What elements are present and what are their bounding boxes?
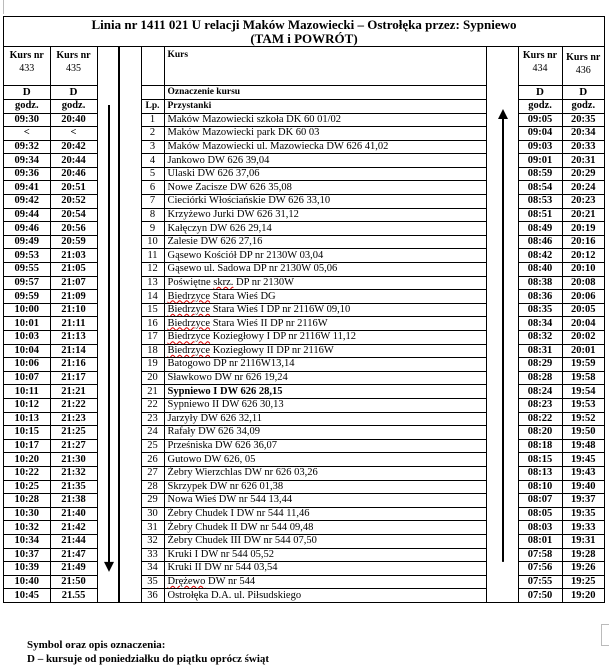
kurs-433-symbol: D bbox=[4, 85, 50, 99]
stop-number: 17 bbox=[141, 331, 164, 345]
spellcheck-word: Drężewo bbox=[167, 575, 206, 587]
stop-number: 33 bbox=[141, 548, 164, 562]
stop-name: Żebry Chudek I DW nr 544 11,46 bbox=[164, 507, 486, 521]
time-kurs-435: 21:38 bbox=[50, 494, 97, 508]
time-kurs-436: 20:23 bbox=[562, 195, 604, 209]
stop-name: Prześniska DW 626 36,07 bbox=[164, 439, 486, 453]
time-kurs-435: 21:11 bbox=[50, 317, 97, 331]
time-kurs-436: 19:37 bbox=[562, 494, 604, 508]
stop-number: 28 bbox=[141, 480, 164, 494]
time-kurs-435: 21:13 bbox=[50, 331, 97, 345]
time-kurs-433: 10:30 bbox=[4, 507, 50, 521]
stop-name: Kruki II DW nr 544 03,54 bbox=[164, 562, 486, 576]
time-kurs-433: 10:25 bbox=[4, 480, 50, 494]
godz-436-label: godz. bbox=[562, 99, 604, 113]
time-kurs-436: 20:31 bbox=[562, 154, 604, 168]
lp-header-blank bbox=[141, 47, 164, 85]
arrow-column-right bbox=[486, 47, 518, 602]
time-kurs-433: 10:06 bbox=[4, 358, 50, 372]
stop-name: Biedrzyce Stara Wieś DG bbox=[164, 290, 486, 304]
stop-number: 30 bbox=[141, 507, 164, 521]
time-kurs-435: 21:35 bbox=[50, 480, 97, 494]
time-kurs-433: 09:57 bbox=[4, 276, 50, 290]
time-kurs-435: 21:23 bbox=[50, 412, 97, 426]
timetable-title bbox=[4, 17, 604, 47]
legend bbox=[27, 638, 269, 666]
stop-name: Zalesie DW 626 27,16 bbox=[164, 235, 486, 249]
time-kurs-435: 20:56 bbox=[50, 222, 97, 236]
time-kurs-434: 08:22 bbox=[518, 412, 562, 426]
page-corner-mark bbox=[0, 0, 4, 14]
time-kurs-436: 19:26 bbox=[562, 562, 604, 576]
godz-433-label: godz. bbox=[4, 99, 50, 113]
time-kurs-434: 08:32 bbox=[518, 331, 562, 345]
stop-number: 2 bbox=[141, 127, 164, 141]
time-kurs-435: 21:27 bbox=[50, 439, 97, 453]
stop-number: 9 bbox=[141, 222, 164, 236]
time-kurs-433: 09:30 bbox=[4, 113, 50, 127]
time-kurs-436: 20:24 bbox=[562, 181, 604, 195]
time-kurs-436: 19:54 bbox=[562, 385, 604, 399]
time-kurs-433: 10:03 bbox=[4, 331, 50, 345]
stop-name: Biedrzyce Koziegłowy I DP nr 2116W 11,12 bbox=[164, 331, 486, 345]
stop-name: Poświętne skrz. DP nr 2130W bbox=[164, 276, 486, 290]
time-kurs-435: 21:14 bbox=[50, 344, 97, 358]
time-kurs-436: 19:50 bbox=[562, 426, 604, 440]
stop-name: Maków Mazowiecki szkoła DK 60 01/02 bbox=[164, 113, 486, 127]
stop-name: Nowa Wieś DW nr 544 13,44 bbox=[164, 494, 486, 508]
stop-number: 13 bbox=[141, 276, 164, 290]
title-line-2: (TAM i POWRÓT) bbox=[250, 31, 358, 46]
time-kurs-434: 08:13 bbox=[518, 466, 562, 480]
stop-number: 12 bbox=[141, 263, 164, 277]
time-kurs-436: 20:33 bbox=[562, 140, 604, 154]
time-kurs-434: 08:28 bbox=[518, 371, 562, 385]
time-kurs-435: 21:25 bbox=[50, 426, 97, 440]
time-kurs-435: 20:40 bbox=[50, 113, 97, 127]
time-kurs-435: 20:46 bbox=[50, 167, 97, 181]
stop-number: 3 bbox=[141, 140, 164, 154]
time-kurs-434: 08:20 bbox=[518, 426, 562, 440]
stop-number: 23 bbox=[141, 412, 164, 426]
time-kurs-435: 20:51 bbox=[50, 181, 97, 195]
time-kurs-433: 10:07 bbox=[4, 371, 50, 385]
spellcheck-word: Biedrzyce bbox=[167, 304, 211, 316]
timetable-sheet bbox=[3, 16, 605, 603]
stop-name: Sypniewo I DW 626 28,15 bbox=[164, 385, 486, 399]
time-kurs-436: 19:25 bbox=[562, 575, 604, 589]
przystanki-label: Przystanki bbox=[164, 99, 486, 113]
spellcheck-word: Biedrzyce bbox=[167, 290, 211, 302]
time-kurs-436: 20:29 bbox=[562, 167, 604, 181]
time-kurs-433: 10:32 bbox=[4, 521, 50, 535]
time-kurs-436: 20:04 bbox=[562, 317, 604, 331]
time-kurs-435: 21:44 bbox=[50, 534, 97, 548]
time-kurs-434: 08:24 bbox=[518, 385, 562, 399]
stop-name: Jankowo DW 626 39,04 bbox=[164, 154, 486, 168]
stop-number: 21 bbox=[141, 385, 164, 399]
time-kurs-436: 20:35 bbox=[562, 113, 604, 127]
page-corner-mark bbox=[601, 624, 609, 646]
time-kurs-433: 10:28 bbox=[4, 494, 50, 508]
time-kurs-434: 09:04 bbox=[518, 127, 562, 141]
time-kurs-434: 08:54 bbox=[518, 181, 562, 195]
time-kurs-436: 19:20 bbox=[562, 589, 604, 602]
time-kurs-435: 21:05 bbox=[50, 263, 97, 277]
time-kurs-434: 08:40 bbox=[518, 263, 562, 277]
stop-number: 7 bbox=[141, 195, 164, 209]
stop-name: Maków Mazowiecki ul. Mazowiecka DW 626 41,02 bbox=[164, 140, 486, 154]
time-kurs-436: 20:19 bbox=[562, 222, 604, 236]
godz-434-label: godz. bbox=[518, 99, 562, 113]
time-kurs-434: 08:23 bbox=[518, 398, 562, 412]
stop-number: 8 bbox=[141, 208, 164, 222]
time-kurs-436: 20:01 bbox=[562, 344, 604, 358]
time-kurs-433: 10:00 bbox=[4, 303, 50, 317]
stop-number: 25 bbox=[141, 439, 164, 453]
time-kurs-436: 20:21 bbox=[562, 208, 604, 222]
time-kurs-434: 08:05 bbox=[518, 507, 562, 521]
time-kurs-435: 20:54 bbox=[50, 208, 97, 222]
time-kurs-434: 08:42 bbox=[518, 249, 562, 263]
time-kurs-436: 19:33 bbox=[562, 521, 604, 535]
time-kurs-433: 10:13 bbox=[4, 412, 50, 426]
time-kurs-434: 08:53 bbox=[518, 195, 562, 209]
kurs-435-symbol: D bbox=[50, 85, 97, 99]
time-kurs-436: 19:35 bbox=[562, 507, 604, 521]
time-kurs-436: 19:48 bbox=[562, 439, 604, 453]
time-kurs-434: 09:01 bbox=[518, 154, 562, 168]
time-kurs-433: 09:42 bbox=[4, 195, 50, 209]
time-kurs-435: 21:40 bbox=[50, 507, 97, 521]
time-kurs-434: 08:15 bbox=[518, 453, 562, 467]
stop-name: Żebry Chudek II DW nr 544 09,48 bbox=[164, 521, 486, 535]
time-kurs-434: 07:58 bbox=[518, 548, 562, 562]
time-kurs-434: 09:03 bbox=[518, 140, 562, 154]
stop-name: Cieciórki Włościańskie DW 626 33,10 bbox=[164, 195, 486, 209]
time-kurs-436: 20:06 bbox=[562, 290, 604, 304]
time-kurs-436: 19:53 bbox=[562, 398, 604, 412]
time-kurs-433: 09:34 bbox=[4, 154, 50, 168]
time-kurs-435: 21:07 bbox=[50, 276, 97, 290]
time-kurs-436: 19:45 bbox=[562, 453, 604, 467]
stop-name: Żebry Wierzchlas DW nr 626 03,26 bbox=[164, 466, 486, 480]
time-kurs-435: 20:42 bbox=[50, 140, 97, 154]
time-kurs-433: 10:15 bbox=[4, 426, 50, 440]
stop-number: 22 bbox=[141, 398, 164, 412]
stop-name: Sławkowo DW nr 626 19,24 bbox=[164, 371, 486, 385]
time-kurs-435: 21:10 bbox=[50, 303, 97, 317]
spellcheck-word: Biedrzyce bbox=[167, 331, 211, 343]
time-kurs-434: 08:51 bbox=[518, 208, 562, 222]
kurs-434-symbol: D bbox=[518, 85, 562, 99]
time-kurs-433: 10:34 bbox=[4, 534, 50, 548]
stop-number: 29 bbox=[141, 494, 164, 508]
time-kurs-435: 21:30 bbox=[50, 453, 97, 467]
spellcheck-word: Biedrzyce bbox=[167, 317, 211, 329]
time-kurs-434: 08:31 bbox=[518, 344, 562, 358]
arrow-down-icon bbox=[98, 47, 119, 602]
stop-name: Nowe Zacisze DW 626 35,08 bbox=[164, 181, 486, 195]
time-kurs-434: 08:49 bbox=[518, 222, 562, 236]
time-kurs-434: 07:50 bbox=[518, 589, 562, 602]
time-kurs-435: 21:42 bbox=[50, 521, 97, 535]
time-kurs-434: 08:34 bbox=[518, 317, 562, 331]
time-kurs-433: 09:44 bbox=[4, 208, 50, 222]
stop-number: 14 bbox=[141, 290, 164, 304]
time-kurs-436: 20:02 bbox=[562, 331, 604, 345]
stop-name: Biedrzyce Stara Wieś I DP nr 2116W 09,10 bbox=[164, 303, 486, 317]
time-kurs-435: 21:17 bbox=[50, 371, 97, 385]
stop-number: 32 bbox=[141, 534, 164, 548]
stop-number: 35 bbox=[141, 575, 164, 589]
time-kurs-436: 19:59 bbox=[562, 358, 604, 372]
spellcheck-word: skrz. bbox=[213, 276, 234, 288]
time-kurs-433: 09:55 bbox=[4, 263, 50, 277]
time-kurs-435: 21:21 bbox=[50, 385, 97, 399]
time-kurs-435: 21:03 bbox=[50, 249, 97, 263]
stop-number: 15 bbox=[141, 303, 164, 317]
spellcheck-word: Biedrzyce bbox=[167, 344, 211, 356]
time-kurs-435: 21:50 bbox=[50, 575, 97, 589]
time-kurs-433: 09:46 bbox=[4, 222, 50, 236]
stop-name: Batogowo DP nr 2116W13,14 bbox=[164, 358, 486, 372]
time-kurs-435: 21.55 bbox=[50, 589, 97, 602]
timetable bbox=[4, 47, 604, 602]
stop-name: Kałęczyn DW 626 29,14 bbox=[164, 222, 486, 236]
time-kurs-436: 19:40 bbox=[562, 480, 604, 494]
stop-number: 6 bbox=[141, 181, 164, 195]
time-kurs-436: 20:10 bbox=[562, 263, 604, 277]
time-kurs-434: 08:46 bbox=[518, 235, 562, 249]
stop-name: Gąsewo Kościół DP nr 2130W 03,04 bbox=[164, 249, 486, 263]
time-kurs-433: 10:17 bbox=[4, 439, 50, 453]
time-kurs-435: 20:52 bbox=[50, 195, 97, 209]
legend-title: Symbol oraz opis oznaczenia: bbox=[27, 639, 166, 651]
stop-name: Biedrzyce Koziegłowy II DP nr 2116W bbox=[164, 344, 486, 358]
time-kurs-436: 20:34 bbox=[562, 127, 604, 141]
time-kurs-434: 08:18 bbox=[518, 439, 562, 453]
time-kurs-436: 19:58 bbox=[562, 371, 604, 385]
time-kurs-433: 10:04 bbox=[4, 344, 50, 358]
time-kurs-434: 08:59 bbox=[518, 167, 562, 181]
time-kurs-435: 20:59 bbox=[50, 235, 97, 249]
time-kurs-433: 10:39 bbox=[4, 562, 50, 576]
time-kurs-436: 20:08 bbox=[562, 276, 604, 290]
godz-435-label: godz. bbox=[50, 99, 97, 113]
stop-name: Kruki I DW nr 544 05,52 bbox=[164, 548, 486, 562]
stop-number: 36 bbox=[141, 589, 164, 602]
stop-number: 31 bbox=[141, 521, 164, 535]
time-kurs-433: 09:59 bbox=[4, 290, 50, 304]
stop-number: 19 bbox=[141, 358, 164, 372]
gap-column bbox=[119, 47, 141, 602]
stop-number: 4 bbox=[141, 154, 164, 168]
time-kurs-433: 10:12 bbox=[4, 398, 50, 412]
time-kurs-436: 19:28 bbox=[562, 548, 604, 562]
lp-label: Lp. bbox=[141, 99, 164, 113]
time-kurs-434: 08:03 bbox=[518, 521, 562, 535]
legend-d: D – kursuje od poniedziałku do piątku oprócz świąt bbox=[27, 653, 270, 665]
stop-name: Żebry Chudek III DW nr 544 07,50 bbox=[164, 534, 486, 548]
time-kurs-434: 09:05 bbox=[518, 113, 562, 127]
arrow-up-icon bbox=[487, 47, 518, 602]
stop-number: 18 bbox=[141, 344, 164, 358]
kurs-436-header: Kurs nr 436 bbox=[562, 47, 604, 85]
stop-name: Maków Mazowiecki park DK 60 03 bbox=[164, 127, 486, 141]
oznaczenie-label: Oznaczenie kursu bbox=[164, 85, 486, 99]
kurs-433-header: Kurs nr 433 bbox=[4, 47, 50, 85]
kurs-435-header: Kurs nr 435 bbox=[50, 47, 97, 85]
arrow-column-left bbox=[97, 47, 119, 602]
stop-number: 24 bbox=[141, 426, 164, 440]
time-kurs-433: 10:22 bbox=[4, 466, 50, 480]
stop-number: 1 bbox=[141, 113, 164, 127]
kurs-label: Kurs bbox=[164, 47, 486, 85]
time-kurs-435: 21:49 bbox=[50, 562, 97, 576]
time-kurs-433: 10:11 bbox=[4, 385, 50, 399]
time-kurs-434: 07:55 bbox=[518, 575, 562, 589]
time-kurs-433: 10:45 bbox=[4, 589, 50, 602]
time-kurs-433: 10:40 bbox=[4, 575, 50, 589]
time-kurs-434: 08:10 bbox=[518, 480, 562, 494]
kurs-436-symbol: D bbox=[562, 85, 604, 99]
time-kurs-436: 20:05 bbox=[562, 303, 604, 317]
time-kurs-435: 21:47 bbox=[50, 548, 97, 562]
time-kurs-436: 19:43 bbox=[562, 466, 604, 480]
stop-name: Biedrzyce Stara Wieś II DP nr 2116W bbox=[164, 317, 486, 331]
time-kurs-434: 08:07 bbox=[518, 494, 562, 508]
time-kurs-435: 20:44 bbox=[50, 154, 97, 168]
time-kurs-433: 10:20 bbox=[4, 453, 50, 467]
time-kurs-435: 21:22 bbox=[50, 398, 97, 412]
stop-number: 34 bbox=[141, 562, 164, 576]
stop-number: 10 bbox=[141, 235, 164, 249]
time-kurs-434: 08:38 bbox=[518, 276, 562, 290]
time-kurs-435: 21:09 bbox=[50, 290, 97, 304]
time-kurs-434: 08:01 bbox=[518, 534, 562, 548]
title-line-1: Linia nr 1411 021 U relacji Maków Mazowiecki – Ostrołęka przez: Sypniewo bbox=[91, 17, 517, 32]
stop-name: Krzyżewo Jurki DW 626 31,12 bbox=[164, 208, 486, 222]
time-kurs-433: 09:53 bbox=[4, 249, 50, 263]
time-kurs-436: 20:16 bbox=[562, 235, 604, 249]
time-kurs-434: 08:36 bbox=[518, 290, 562, 304]
stop-number: 11 bbox=[141, 249, 164, 263]
kurs-434-header: Kurs nr 434 bbox=[518, 47, 562, 85]
time-kurs-436: 20:12 bbox=[562, 249, 604, 263]
time-kurs-434: 07:56 bbox=[518, 562, 562, 576]
time-kurs-436: 19:31 bbox=[562, 534, 604, 548]
time-kurs-434: 08:35 bbox=[518, 303, 562, 317]
stop-name: Jarzyły DW 626 32,11 bbox=[164, 412, 486, 426]
stop-number: 16 bbox=[141, 317, 164, 331]
lp-blank bbox=[141, 85, 164, 99]
stop-name: Gutowo DW 626, 05 bbox=[164, 453, 486, 467]
time-kurs-433: 09:49 bbox=[4, 235, 50, 249]
time-kurs-433: 09:41 bbox=[4, 181, 50, 195]
stop-name: Drężewo DW nr 544 bbox=[164, 575, 486, 589]
stop-number: 27 bbox=[141, 466, 164, 480]
time-kurs-435: 21:32 bbox=[50, 466, 97, 480]
stop-number: 26 bbox=[141, 453, 164, 467]
time-kurs-435: < bbox=[50, 127, 97, 141]
stop-number: 20 bbox=[141, 371, 164, 385]
time-kurs-433: < bbox=[4, 127, 50, 141]
stop-name: Gąsewo ul. Sadowa DP nr 2130W 05,06 bbox=[164, 263, 486, 277]
time-kurs-434: 08:29 bbox=[518, 358, 562, 372]
stop-name: Skrzypek DW nr 626 01,38 bbox=[164, 480, 486, 494]
time-kurs-433: 10:37 bbox=[4, 548, 50, 562]
time-kurs-435: 21:16 bbox=[50, 358, 97, 372]
header-row-kurs bbox=[4, 47, 604, 85]
time-kurs-433: 09:36 bbox=[4, 167, 50, 181]
time-kurs-433: 10:01 bbox=[4, 317, 50, 331]
stop-name: Ulaski DW 626 37,06 bbox=[164, 167, 486, 181]
stop-name: Rafały DW 626 34,09 bbox=[164, 426, 486, 440]
stop-name: Ostrołęka D.A. ul. Piłsudskiego bbox=[164, 589, 486, 602]
stop-number: 5 bbox=[141, 167, 164, 181]
time-kurs-436: 19:52 bbox=[562, 412, 604, 426]
stop-name: Sypniewo II DW 626 30,13 bbox=[164, 398, 486, 412]
time-kurs-433: 09:32 bbox=[4, 140, 50, 154]
